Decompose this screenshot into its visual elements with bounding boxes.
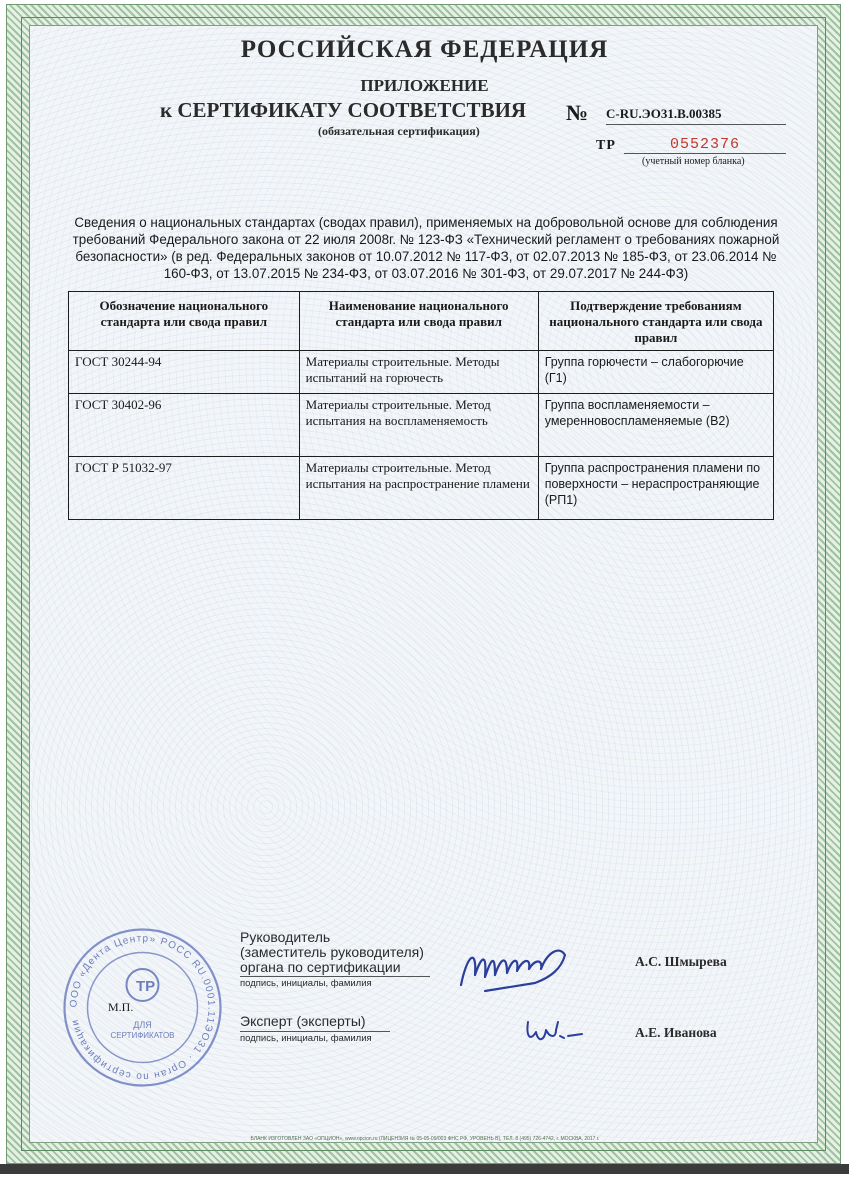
certification-type: (обязательная сертификация) [318,124,480,138]
table-header-row [69,292,774,351]
expert-title: Эксперт (эксперты) [240,1013,366,1029]
head-name: А.С. Шмырева [635,954,727,969]
blank-series: ТР [596,138,616,153]
header-name: Наименование национального стандарта или свода правил [299,292,538,351]
cell-designation: ГОСТ 30402-96 [69,394,300,457]
table-row [69,394,774,457]
cell-name: Материалы строительные. Метод испытания на воспламеняемость [299,394,538,457]
blank-printer-note: БЛАНК ИЗГОТОВЛЕН ЗАО «ОПЦИОН», www.opcion.ru (ЛИЦЕНЗИЯ № 05-05-09/003 ФНС РФ, УРОВЕНЬ В), ТЕЛ. 8 (495) 726-4742, г. МОСКВА, 2017 г. [250,1136,600,1142]
stamp-logo: ТР [136,978,156,995]
cell-confirmation: Группа распространения пламени по поверхности – нераспространяющие (РП1) [538,457,773,520]
blank-number-label: (учетный номер бланка) [642,156,745,167]
expert-signature [520,1012,590,1048]
cell-confirmation: Группа горючести – слабогорючие (Г1) [538,351,773,394]
header-confirmation: Подтверждение требованиям национального стандарта или свода правил [538,292,773,351]
head-signature-caption: подпись, инициалы, фамилия [240,976,430,989]
cell-confirmation: Группа воспламеняемости – умеренновоспламеняемые (В2) [538,394,773,457]
intro-paragraph: Сведения о национальных стандартах (сводах правил), применяемых на добровольной основе для соблюдения требований Федерального закона от 22 июля 2008г. № 123-ФЗ «Технический регламент о требованиях пожарной безопасности» (в ред. Федеральных законов от 10.07.2012 № 117-ФЗ, от 02.07.2013 № 185-ФЗ, от 23.06.2014 № 160-ФЗ, от 13.07.2015 № 234-ФЗ, от 03.07.2016 № 301-ФЗ, от 29.07.2017 № 244-ФЗ) [72,215,780,281]
head-signature [455,935,585,997]
table-row [69,457,774,520]
cell-designation: ГОСТ 30244-94 [69,351,300,394]
header-designation: Обозначение национального стандарта или свода правил [69,292,300,351]
blank-number: 0552376 [624,136,786,154]
scan-edge [0,1164,849,1174]
expert-name: А.Е. Иванова [635,1025,717,1040]
certificate-number: C-RU.ЭО31.B.00385 [606,106,786,125]
certification-stamp [60,925,225,1090]
cell-name: Материалы строительные. Методы испытаний на горючесть [299,351,538,394]
stamp-ring-text: ООО «Дента Центр» РОСС RU.0001.11ЭО31 · Орган по сертификации [68,933,217,1082]
certificate-title: к СЕРТИФИКАТУ СООТВЕТСТВИЯ [160,98,527,122]
cell-designation: ГОСТ Р 51032-97 [69,457,300,520]
cell-name: Материалы строительные. Метод испытания на распространение пламени [299,457,538,520]
table-row [69,351,774,394]
standards-table [68,291,774,520]
expert-signature-caption: подпись, инициалы, фамилия [240,1031,390,1044]
stamp-text-2: СЕРТИФИКАТОВ [110,1031,175,1040]
svg-text:ООО «Дента Центр» РОСС RU.0001 [68,933,216,1081]
stamp-text-1: ДЛЯ [133,1020,152,1030]
number-sign: № [566,100,589,125]
seal-place-label: М.П. [108,1000,134,1014]
head-title: Руководитель (заместитель руководителя) органа по сертификации [240,929,424,975]
appendix-title: ПРИЛОЖЕНИЕ [360,76,489,95]
country-title: РОССИЙСКАЯ ФЕДЕРАЦИЯ [240,36,609,63]
